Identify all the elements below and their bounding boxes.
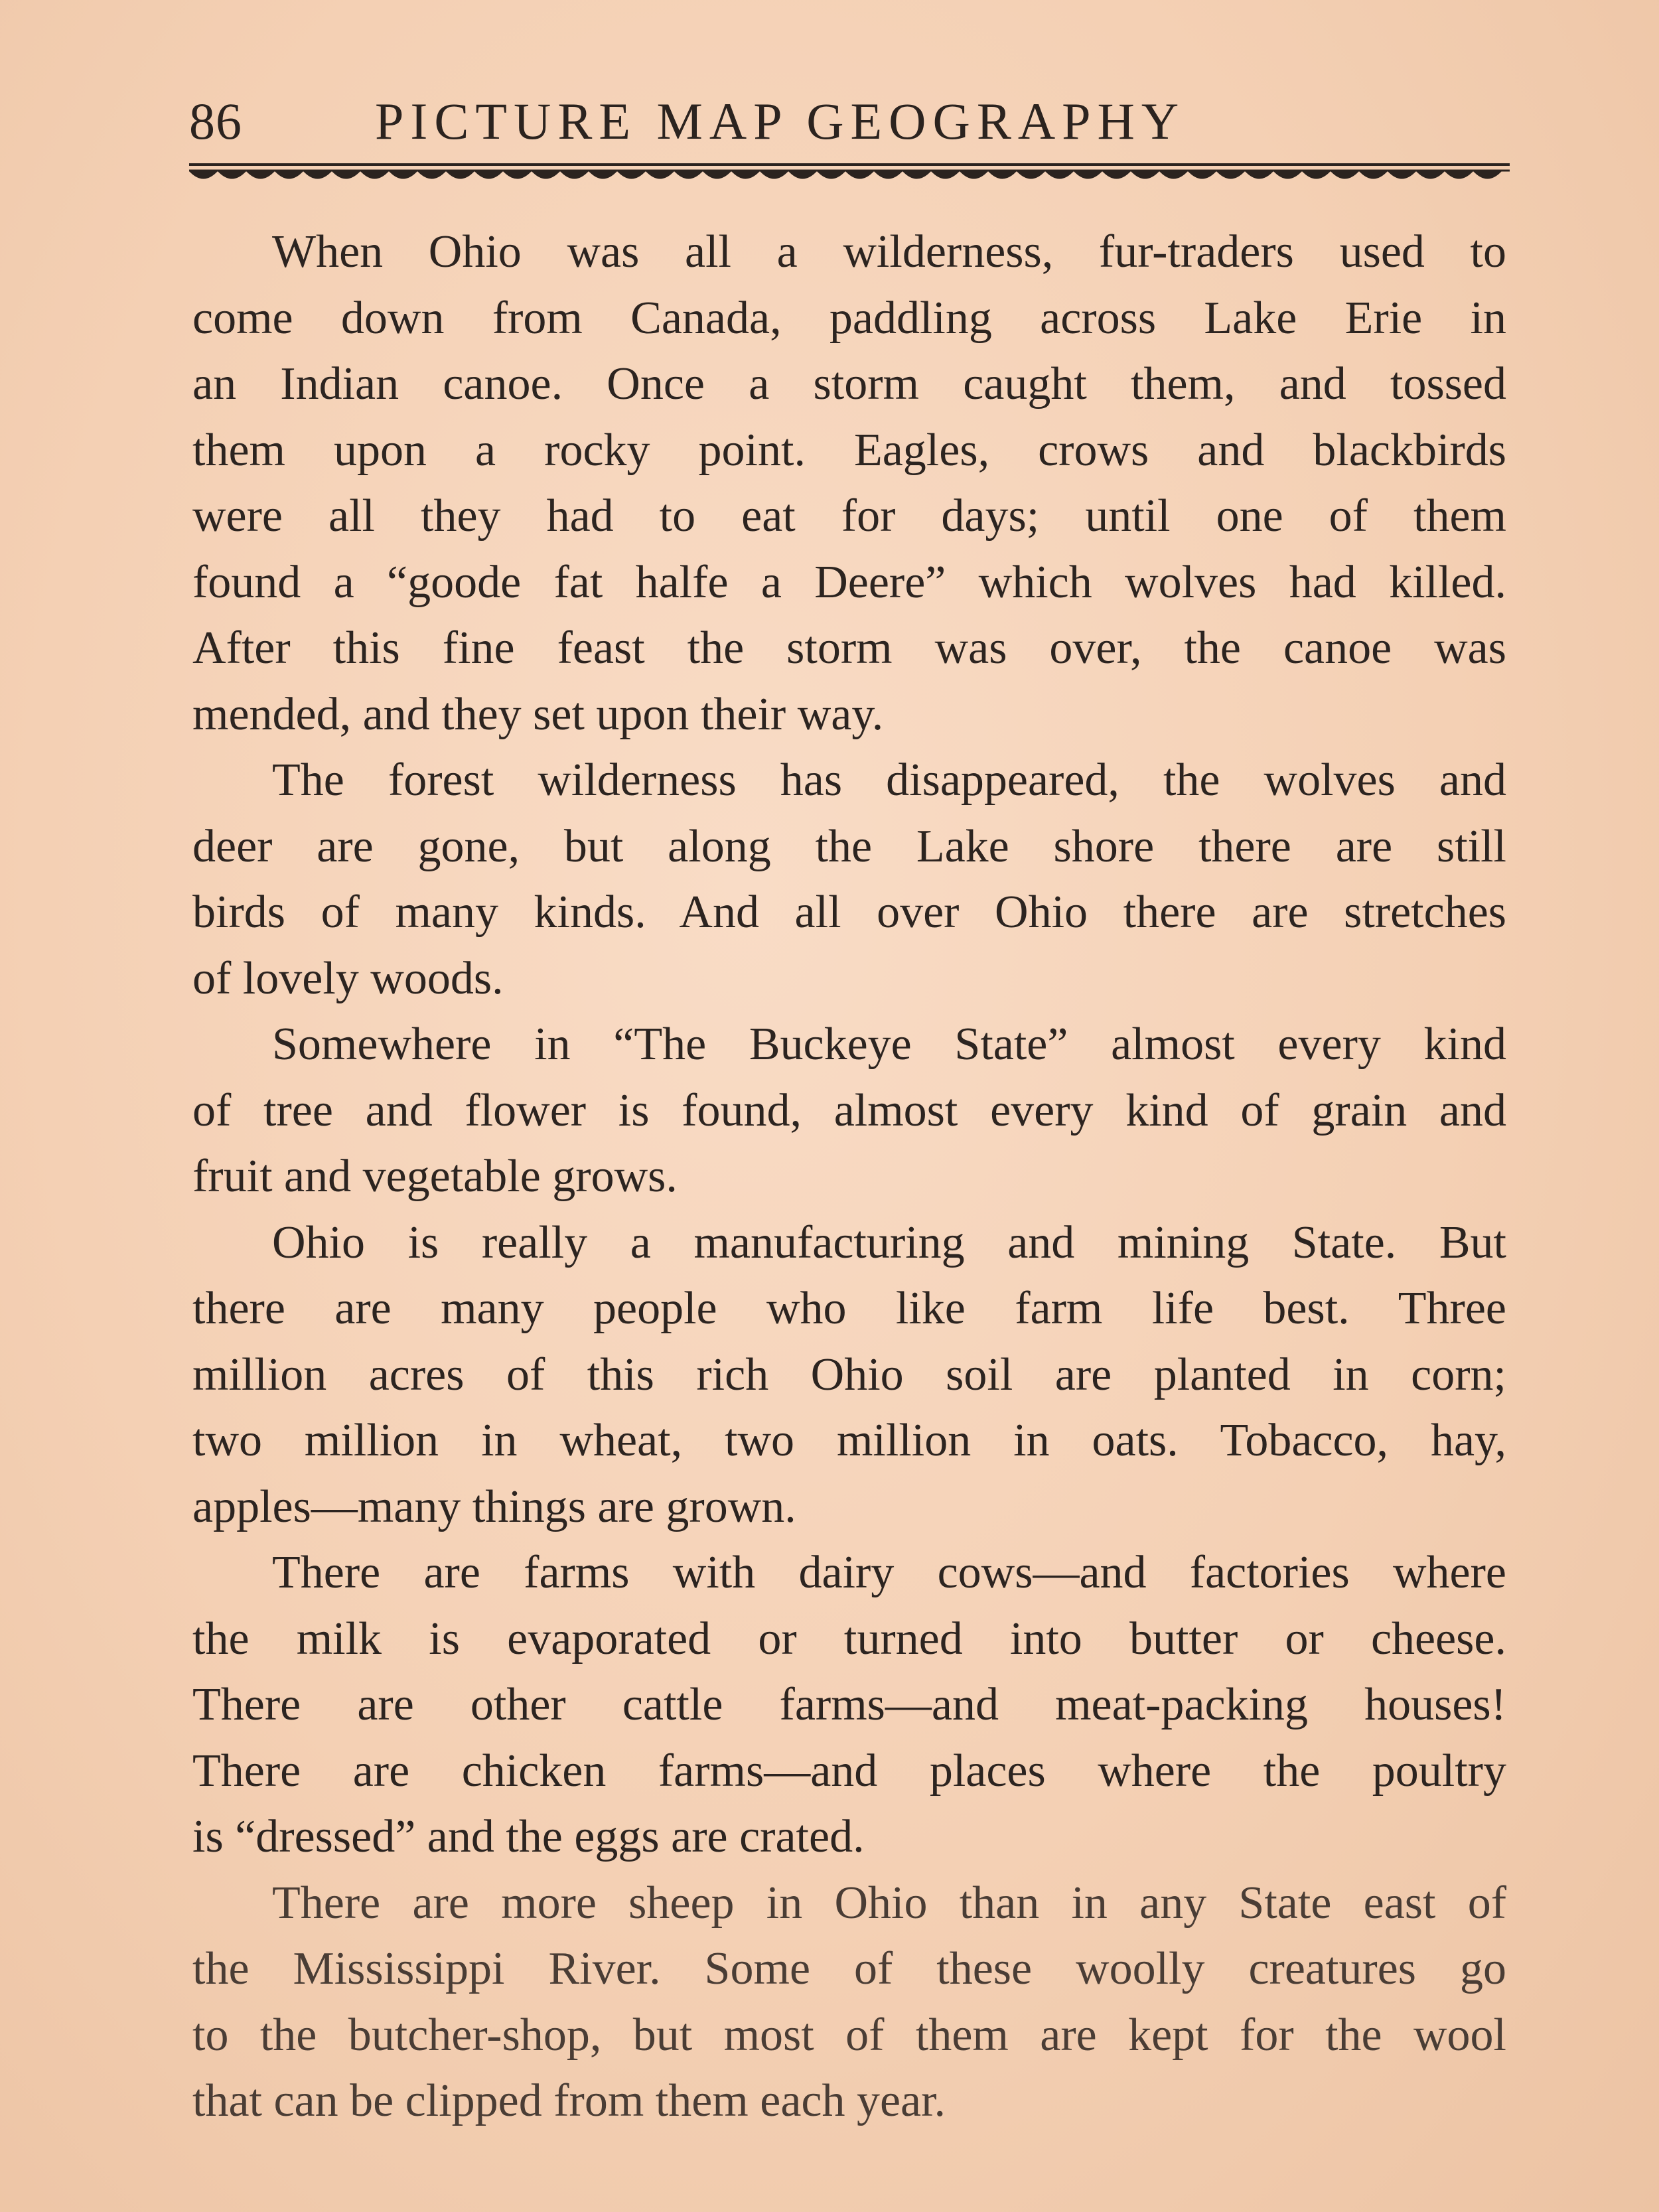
text-line: mended, and they set upon their way. <box>192 688 884 740</box>
text-line: of tree and flower is found, almost every kind of grain and <box>192 1084 1506 1136</box>
text-line: fruit and vegetable grows. <box>192 1151 678 1202</box>
text-line: apples—many things are grown. <box>192 1481 796 1532</box>
text-line: After this fine feast the storm was over, the canoe was <box>192 623 1506 674</box>
text-line: The forest wilderness has disappeared, the wolves and <box>272 755 1506 806</box>
body-text <box>192 219 1506 2134</box>
text-line: Somewhere in “The Buckeye State” almost every kind <box>272 1019 1506 1070</box>
text-line: were all they had to eat for days; until one of them <box>192 490 1506 542</box>
text-line: deer are gone, but along the Lake shore there are still <box>192 820 1506 872</box>
text-line: million acres of this rich Ohio soil are planted in corn; <box>192 1349 1506 1400</box>
text-line: the milk is evaporated or turned into butter or cheese. <box>192 1613 1506 1664</box>
text-line: There are farms with dairy cows—and factories where <box>272 1547 1506 1598</box>
text-line: is “dressed” and the eggs are crated. <box>192 1811 865 1862</box>
page-header <box>189 86 1510 159</box>
text-line: to the butcher-shop, but most of them are kept for the wool <box>192 2009 1506 2061</box>
text-line: Ohio is really a manufacturing and mining State. But <box>272 1217 1506 1268</box>
text-line: there are many people who like farm life best. Three <box>192 1283 1506 1334</box>
decorative-scalloped-rule <box>189 163 1510 189</box>
text-line: an Indian canoe. Once a storm caught them, and tossed <box>192 358 1506 409</box>
text-line: the Mississippi River. Some of these woolly creatures go <box>192 1943 1506 1994</box>
text-line: that can be clipped from them each year. <box>192 2075 946 2126</box>
running-title: PICTURE MAP GEOGRAPHY <box>375 92 1186 150</box>
text-line: There are chicken farms—and places where the poultry <box>192 1745 1506 1797</box>
text-line: There are more sheep in Ohio than in any State east of <box>272 1877 1506 1929</box>
text-line: There are other cattle farms—and meat-packing houses! <box>192 1679 1506 1730</box>
text-line: birds of many kinds. And all over Ohio there are stretches <box>192 887 1506 938</box>
text-line: come down from Canada, paddling across Lake Erie in <box>192 292 1506 344</box>
text-line: found a “goode fat halfe a Deere” which wolves had killed. <box>192 556 1506 608</box>
page-number: 86 <box>189 92 242 150</box>
text-line: of lovely woods. <box>192 952 504 1004</box>
text-line: them upon a rocky point. Eagles, crows and blackbirds <box>192 424 1506 476</box>
text-line: When Ohio was all a wilderness, fur-traders used to <box>272 226 1506 277</box>
text-line: two million in wheat, two million in oats. Tobacco, hay, <box>192 1415 1506 1466</box>
